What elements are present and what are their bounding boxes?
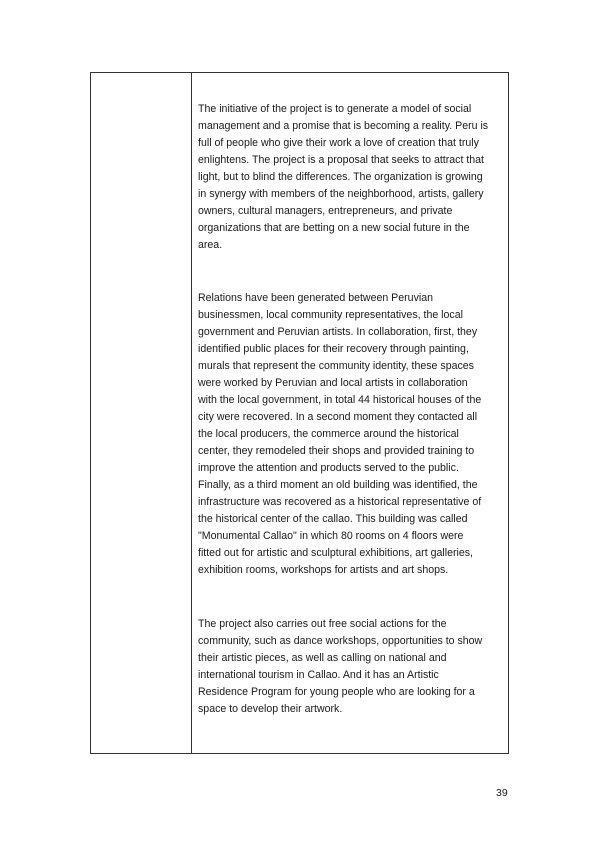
text-line: area. [198, 239, 223, 251]
text-line: the local producers, the commerce around the historical [198, 428, 459, 440]
text-line: the historical center of the callao. This building was called [198, 513, 468, 525]
text-line: improve the attention and products served to the public. [198, 462, 459, 474]
paragraph-social-actions [198, 616, 482, 718]
paragraph-relations [198, 290, 481, 579]
text-line: Finally, as a third moment an old building was identified, the [198, 479, 478, 491]
text-line: enlightens. The project is a proposal that seeks to attract that [198, 154, 485, 166]
paragraph-initiative [198, 101, 488, 254]
content-table [90, 72, 509, 754]
text-line: international tourism in Callao. And it has an Artistic [198, 669, 439, 681]
text-line: city were recovered. In a second moment they contacted all [198, 411, 478, 423]
text-line: management and a promise that is becoming a reality. Peru is [198, 120, 489, 132]
text-line: fitted out for artistic and sculptural exhibitions, art galleries, [198, 547, 473, 559]
text-line: "Monumental Callao" in which 80 rooms on 4 floors were [198, 530, 464, 542]
text-line: full of people who give their work a love of creation that truly [198, 137, 479, 149]
text-line: were worked by Peruvian and local artists in collaboration [198, 377, 468, 389]
text-line: businessmen, local community representatives, the local [198, 309, 463, 321]
text-line: Relations have been generated between Peruvian [198, 292, 433, 304]
text-line: exhibition rooms, workshops for artists and art shops. [198, 564, 449, 576]
page-number: 39 [496, 787, 508, 799]
text-line: organizations that are betting on a new social future in the [198, 222, 470, 234]
text-line: Residence Program for young people who are looking for a [198, 686, 475, 698]
text-line: community, such as dance workshops, opportunities to show [198, 635, 483, 647]
text-line: with the local government, in total 44 historical houses of the [198, 394, 482, 406]
text-line: owners, cultural managers, entrepreneurs, and private [198, 205, 453, 217]
text-line: The initiative of the project is to generate a model of social [198, 103, 472, 115]
text-line: government and Peruvian artists. In collaboration, first, they [198, 326, 478, 338]
text-line: identified public places for their recovery through painting, [198, 343, 469, 355]
column-divider [191, 73, 192, 753]
text-line: in synergy with members of the neighborhood, artists, gallery [198, 188, 484, 200]
text-line: The project also carries out free social actions for the [198, 618, 447, 630]
text-line: infrastructure was recovered as a historical representative of [198, 496, 482, 508]
text-line: murals that represent the community identity, these spaces [198, 360, 474, 372]
text-line: center, they remodeled their shops and provided training to [198, 445, 475, 457]
text-line: their artistic pieces, as well as calling on national and [198, 652, 447, 664]
text-line: light, but to blind the differences. The organization is growing [198, 171, 483, 183]
text-line: space to develop their artwork. [198, 703, 343, 715]
